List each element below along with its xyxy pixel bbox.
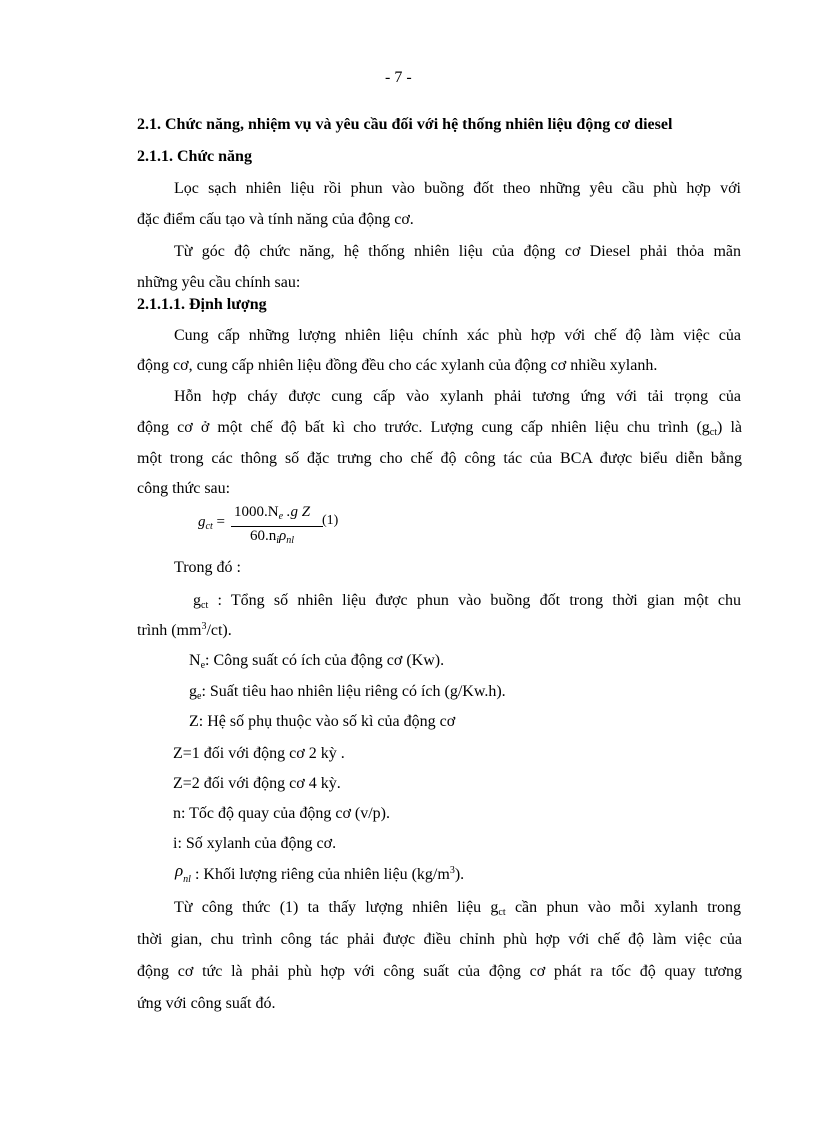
definition-z1: Z=1 đối với động cơ 2 kỳ . — [173, 745, 345, 762]
paragraph-line: công thức sau: — [137, 480, 231, 497]
paragraph-line: ứng với công suất đó. — [137, 995, 276, 1012]
section-heading: 2.1. Chức năng, nhiệm vụ và yêu cầu đối với hệ thống nhiên liệu động cơ diesel — [137, 116, 673, 133]
formula-numerator: $1000.N_e$ .g Z — [234, 504, 311, 522]
paragraph-line: Lọc sạch nhiên liệu rồi phun vào buồng đốt theo những yêu cầu phù hợp với — [174, 180, 741, 197]
paragraph-line: động cơ ở một chế độ bất kì cho trước. Lượng cung cấp nhiên liệu chu trình $(g_{ct})$ là — [137, 419, 743, 438]
paragraph-line: một trong các thông số đặc trưng cho chế độ công tác của BCA được biểu diễn bằng — [137, 450, 742, 467]
fraction-bar — [231, 526, 323, 527]
formula-number: (1) — [322, 513, 339, 528]
page-number: - 7 - — [385, 69, 412, 86]
formula-denominator: $60.n_i\rho_{nl}$ — [250, 528, 295, 546]
subsection-heading: 2.1.1. Chức năng — [137, 148, 252, 165]
paragraph-line: Hỗn hợp cháy được cung cấp vào xylanh phải tương ứng với tải trọng của — [174, 388, 741, 405]
paragraph-line: Từ góc độ chức năng, hệ thống nhiên liệu của động cơ Diesel phải thỏa mãn — [174, 243, 741, 260]
formula-1 — [198, 500, 358, 550]
paragraph-line: động cơ tức là phải phù hợp với công suất của động cơ phát ra tốc độ quay tương — [137, 963, 742, 980]
paragraph-line: những yêu cầu chính sau: — [137, 274, 301, 291]
where-label: Trong đó : — [174, 559, 241, 576]
definition-gct: $g_{ct}$ : Tổng số nhiên liệu được phun vào buồng đốt trong thời gian một chu — [193, 592, 741, 611]
definition-z2: Z=2 đối với động cơ 4 kỳ. — [173, 775, 341, 792]
paragraph-line: thời gian, chu trình công tác phải được điều chỉnh phù hợp với chế độ làm việc của — [137, 931, 742, 948]
paragraph-line: đặc điểm cấu tạo và tính năng của động cơ. — [137, 211, 414, 228]
subsubsection-heading: 2.1.1.1. Định lượng — [137, 296, 267, 313]
definition-gct-continued: trình $(mm^3/ct)$. — [137, 621, 232, 639]
paragraph-line: Cung cấp những lượng nhiên liệu chính xác phù hợp với chế độ làm việc của — [174, 327, 741, 344]
definition-n: n: Tốc độ quay của động cơ (v/p). — [173, 805, 390, 822]
paragraph-line: Từ công thức (1) ta thấy lượng nhiên liệu $g_{ct}$ cần phun vào mỗi xylanh trong — [174, 899, 742, 918]
definition-rho: $\rho_{nl}$ : Khối lượng riêng của nhiên liệu $(kg/m^3)$. — [175, 861, 465, 885]
paragraph-line: động cơ, cung cấp nhiên liệu đồng đều cho các xylanh của động cơ nhiều xylanh. — [137, 357, 658, 374]
definition-ge: $g_e$: Suất tiêu hao nhiên liệu riêng có ích (g/Kw.h). — [189, 683, 506, 702]
definition-i: i: Số xylanh của động cơ. — [173, 835, 337, 852]
definition-ne: $N_e$: Công suất có ích của động cơ (Kw). — [189, 652, 445, 671]
definition-z: Z: Hệ số phụ thuộc vào số kì của động cơ — [189, 713, 456, 730]
formula-lhs: $g_{ct}$ = — [198, 514, 225, 532]
